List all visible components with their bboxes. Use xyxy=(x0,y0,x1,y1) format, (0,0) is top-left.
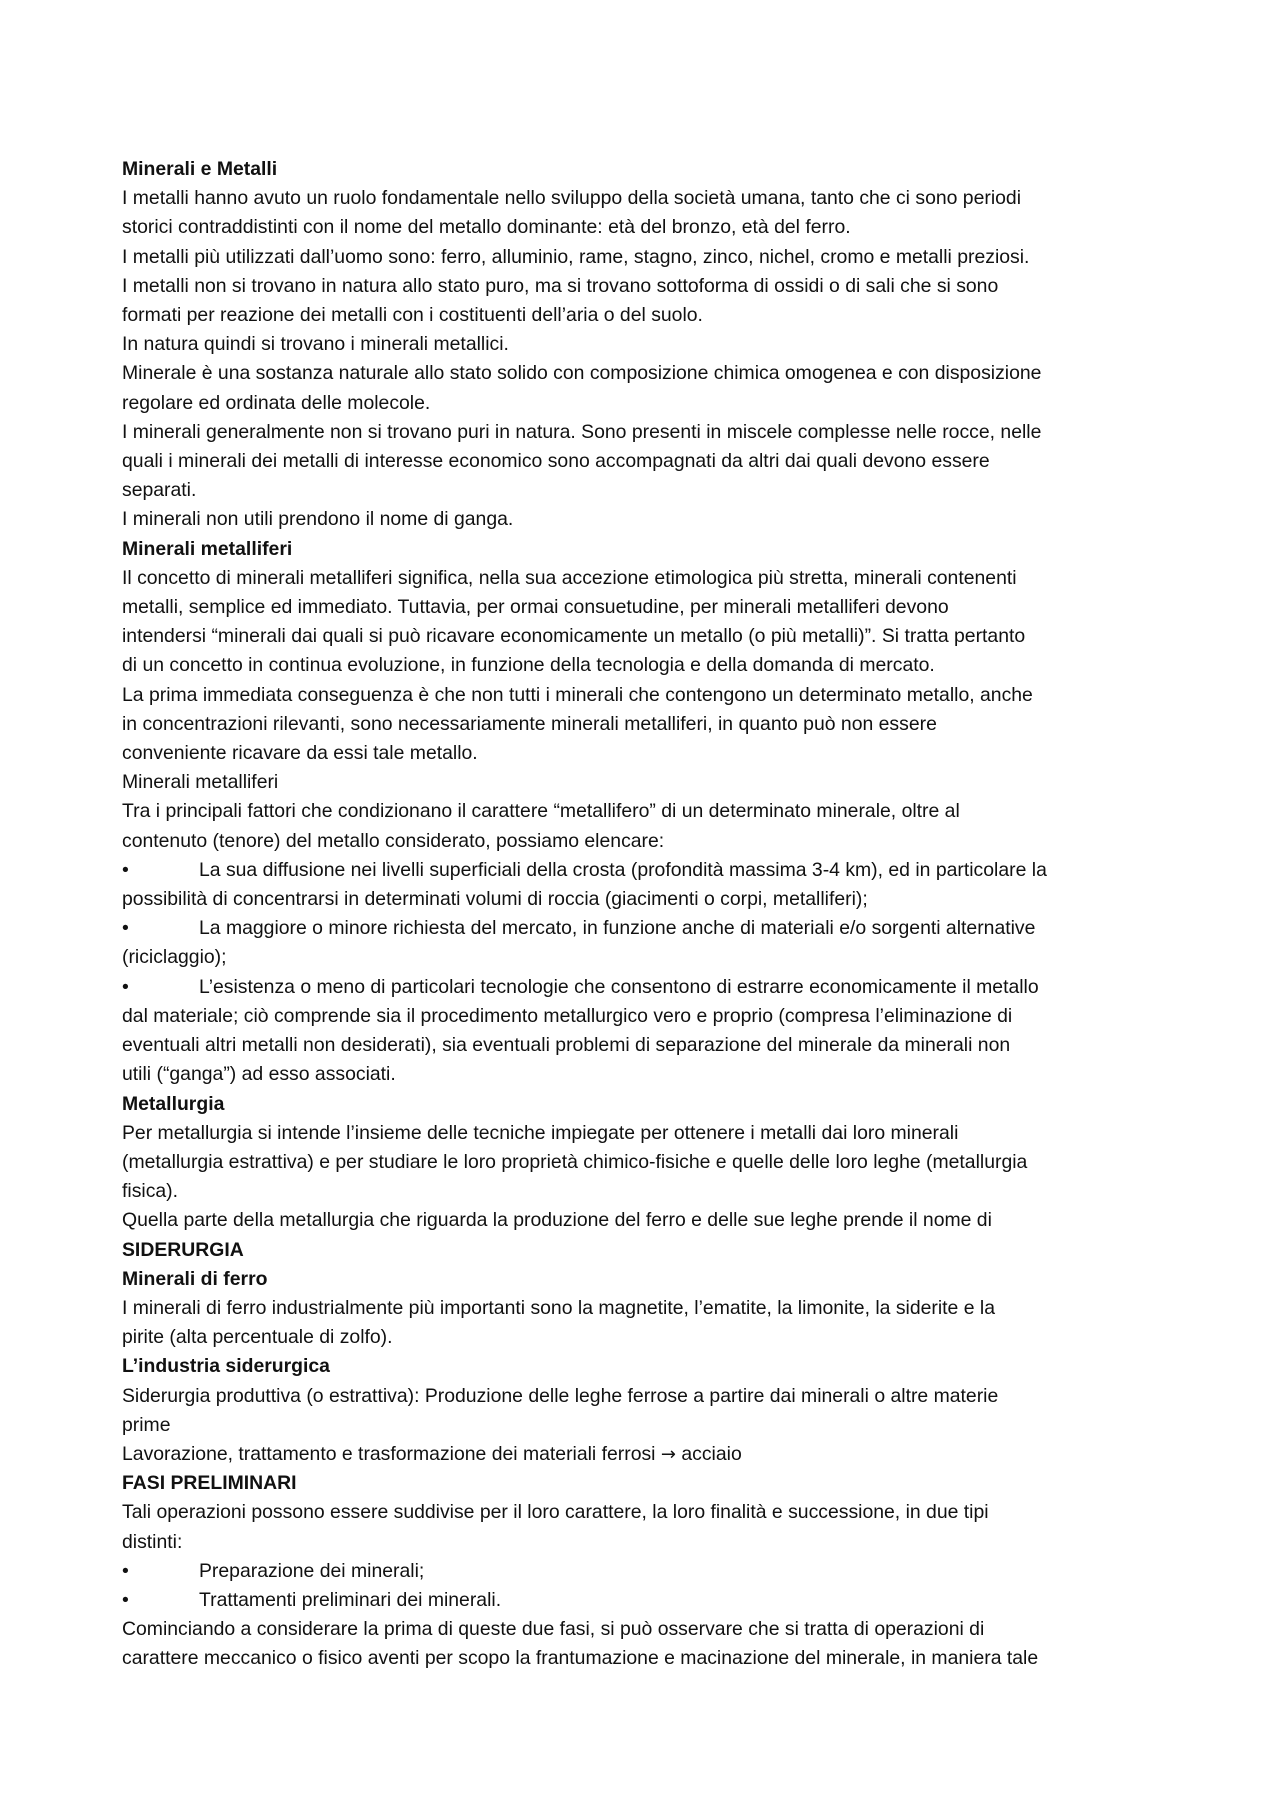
line-text: utili (“ganga”) ad esso associati. xyxy=(122,1063,396,1086)
line-text: contenuto (tenore) del metallo considerato, possiamo elencare: xyxy=(122,829,665,852)
line-text: carattere meccanico o fisico aventi per scopo la frantumazione e macinazione del minerale, in maniera tale xyxy=(122,1647,1039,1670)
section-heading xyxy=(122,1469,1162,1498)
line-text: storici contraddistinti con il nome del metallo dominante: età del bronzo, età del ferro. xyxy=(122,216,851,239)
line-text: Per metallurgia si intende l’insieme delle tecniche impiegate per ottenere i metalli dai loro minerali xyxy=(122,1121,959,1144)
line-text: Siderurgia produttiva (o estrattiva): Produzione delle leghe ferrose a partire dai minerali o altre materie xyxy=(122,1384,999,1407)
bullet-mark: • xyxy=(122,1559,129,1582)
paragraph-line xyxy=(122,213,1162,242)
line-text: Tali operazioni possono essere suddivise per il loro carattere, la loro finalità e successione, in due tipi xyxy=(122,1501,989,1524)
paragraph-line xyxy=(122,389,1162,418)
bullet-mark: • xyxy=(122,975,129,998)
line-text: Preparazione dei minerali; xyxy=(199,1559,425,1582)
line-text: eventuali altri metalli non desiderati), sia eventuali problemi di separazione del minerale da minerali non xyxy=(122,1034,1011,1057)
paragraph-line xyxy=(122,768,1162,797)
line-text: Tra i principali fattori che condizionano il carattere “metallifero” di un determinato minerale, oltre al xyxy=(122,800,960,823)
line-text: prime xyxy=(122,1413,171,1436)
line-text: SIDERURGIA xyxy=(122,1238,244,1261)
line-text: dal materiale; ciò comprende sia il procedimento metallurgico vero e proprio (compresa l’eliminazione di xyxy=(122,1004,1013,1027)
paragraph-line xyxy=(122,739,1162,768)
line-text: Metallurgia xyxy=(122,1092,225,1115)
line-text: I minerali generalmente non si trovano puri in natura. Sono presenti in miscele complesse nelle rocce, nelle xyxy=(122,420,1042,443)
paragraph-line xyxy=(122,1644,1162,1673)
line-text: separati. xyxy=(122,479,197,502)
paragraph-line xyxy=(122,622,1162,651)
line-text: I metalli hanno avuto un ruolo fondamentale nello sviluppo della società umana, tanto che ci sono periodi xyxy=(122,187,1022,210)
paragraph-line xyxy=(122,593,1162,622)
document-page xyxy=(122,155,1162,1674)
paragraph-line xyxy=(122,710,1162,739)
paragraph-line xyxy=(122,301,1162,330)
paragraph-line xyxy=(122,330,1162,359)
line-text: pirite (alta percentuale di zolfo). xyxy=(122,1326,393,1349)
line-text: La prima immediata conseguenza è che non tutti i minerali che contengono un determinato metallo, anche xyxy=(122,683,1033,706)
line-text: conveniente ricavare da essi tale metallo. xyxy=(122,742,478,765)
line-text: Il concetto di minerali metalliferi significa, nella sua accezione etimologica più stretta, minerali contenenti xyxy=(122,566,1017,589)
paragraph-line xyxy=(122,1177,1162,1206)
line-text: (metallurgia estrattiva) e per studiare le loro proprietà chimico-fisiche e quelle delle loro leghe (metallurgia xyxy=(122,1150,1028,1173)
line-text: In natura quindi si trovano i minerali metallici. xyxy=(122,333,509,356)
line-text: Quella parte della metallurgia che riguarda la produzione del ferro e delle sue leghe prende il nome di xyxy=(122,1209,992,1232)
paragraph-line xyxy=(122,1206,1162,1235)
paragraph-line xyxy=(122,1498,1162,1527)
line-text: in concentrazioni rilevanti, sono necessariamente minerali metalliferi, in quanto può non essere xyxy=(122,712,937,735)
bullet-item xyxy=(122,914,1162,943)
line-text: I minerali non utili prendono il nome di ganga. xyxy=(122,508,514,531)
line-text: di un concetto in continua evoluzione, in funzione della tecnologia e della domanda di mercato. xyxy=(122,654,935,677)
line-text: FASI PRELIMINARI xyxy=(122,1472,297,1495)
line-text: L’industria siderurgica xyxy=(122,1355,330,1378)
line-text: La maggiore o minore richiesta del mercato, in funzione anche di materiali e/o sorgenti alternative xyxy=(199,917,1036,940)
line-text: (riciclaggio); xyxy=(122,946,227,969)
line-text: quali i minerali dei metalli di interesse economico sono accompagnati da altri dai quali devono essere xyxy=(122,450,990,473)
line-text: possibilità di concentrarsi in determinati volumi di roccia (giacimenti o corpi, metalliferi); xyxy=(122,888,868,911)
paragraph-line xyxy=(122,827,1162,856)
bullet-item xyxy=(122,973,1162,1002)
line-text-tail: acciaio xyxy=(681,1442,742,1465)
bullet-mark: • xyxy=(122,917,129,940)
paragraph-line xyxy=(122,243,1162,272)
line-text: Minerale è una sostanza naturale allo stato solido con composizione chimica omogenea e con disposizione xyxy=(122,362,1042,385)
line-text: fisica). xyxy=(122,1180,179,1203)
paragraph-line xyxy=(122,1294,1162,1323)
paragraph-line xyxy=(122,1323,1162,1352)
section-heading xyxy=(122,535,1162,564)
paragraph-line xyxy=(122,1615,1162,1644)
paragraph-line xyxy=(122,1382,1162,1411)
line-text: I metalli non si trovano in natura allo stato puro, ma si trovano sottoforma di ossidi o di sali che si sono xyxy=(122,274,999,297)
paragraph-line xyxy=(122,1002,1162,1031)
paragraph-line xyxy=(122,1148,1162,1177)
line-text: intendersi “minerali dai quali si può ricavare economicamente un metallo (o più metalli)”. Si tratta pertanto xyxy=(122,625,1026,648)
line-text: Lavorazione, trattamento e trasformazione dei materiali ferrosi xyxy=(122,1442,656,1465)
paragraph-line xyxy=(122,1031,1162,1060)
paragraph-line xyxy=(122,885,1162,914)
paragraph-line xyxy=(122,184,1162,213)
line-text: Minerali metalliferi xyxy=(122,771,279,794)
paragraph-line xyxy=(122,1060,1162,1089)
line-text: Cominciando a considerare la prima di queste due fasi, si può osservare che si tratta di operazioni di xyxy=(122,1618,985,1641)
bullet-item xyxy=(122,1557,1162,1586)
paragraph-line xyxy=(122,681,1162,710)
paragraph-line xyxy=(122,359,1162,388)
paragraph-line xyxy=(122,1119,1162,1148)
paragraph-line xyxy=(122,564,1162,593)
line-text: Minerali metalliferi xyxy=(122,537,293,560)
line-text: I metalli più utilizzati dall’uomo sono: ferro, alluminio, rame, stagno, zinco, nichel, cromo e metalli preziosi. xyxy=(122,245,1030,268)
line-text: distinti: xyxy=(122,1530,183,1553)
bullet-item xyxy=(122,1586,1162,1615)
paragraph-line xyxy=(122,1440,1162,1469)
arrow-right-icon: → xyxy=(660,1443,676,1465)
line-text: formati per reazione dei metalli con i costituenti dell’aria o del suolo. xyxy=(122,304,703,327)
section-heading xyxy=(122,1352,1162,1381)
paragraph-line xyxy=(122,418,1162,447)
line-text: metalli, semplice ed immediato. Tuttavia, per ormai consuetudine, per minerali metalliferi devono xyxy=(122,596,949,619)
section-heading xyxy=(122,155,1162,184)
line-text: Minerali e Metalli xyxy=(122,158,278,180)
paragraph-line xyxy=(122,1528,1162,1557)
paragraph-line xyxy=(122,272,1162,301)
section-heading xyxy=(122,1236,1162,1265)
paragraph-line xyxy=(122,651,1162,680)
section-heading xyxy=(122,1090,1162,1119)
bullet-mark: • xyxy=(122,1588,129,1611)
line-text: L’esistenza o meno di particolari tecnologie che consentono di estrarre economicamente il metallo xyxy=(199,975,1039,998)
line-text: La sua diffusione nei livelli superficiali della crosta (profondità massima 3-4 km), ed in particolare la xyxy=(199,858,1047,881)
line-text: Trattamenti preliminari dei minerali. xyxy=(199,1588,502,1611)
paragraph-line xyxy=(122,447,1162,476)
section-heading xyxy=(122,1265,1162,1294)
paragraph-line xyxy=(122,1411,1162,1440)
paragraph-line xyxy=(122,797,1162,826)
bullet-mark: • xyxy=(122,858,129,881)
line-text: I minerali di ferro industrialmente più importanti sono la magnetite, l’ematite, la limonite, la siderite e la xyxy=(122,1296,995,1319)
line-text: regolare ed ordinata delle molecole. xyxy=(122,391,431,414)
paragraph-line xyxy=(122,943,1162,972)
line-text: Minerali di ferro xyxy=(122,1267,268,1290)
paragraph-line xyxy=(122,476,1162,505)
bullet-item xyxy=(122,856,1162,885)
paragraph-line xyxy=(122,505,1162,534)
